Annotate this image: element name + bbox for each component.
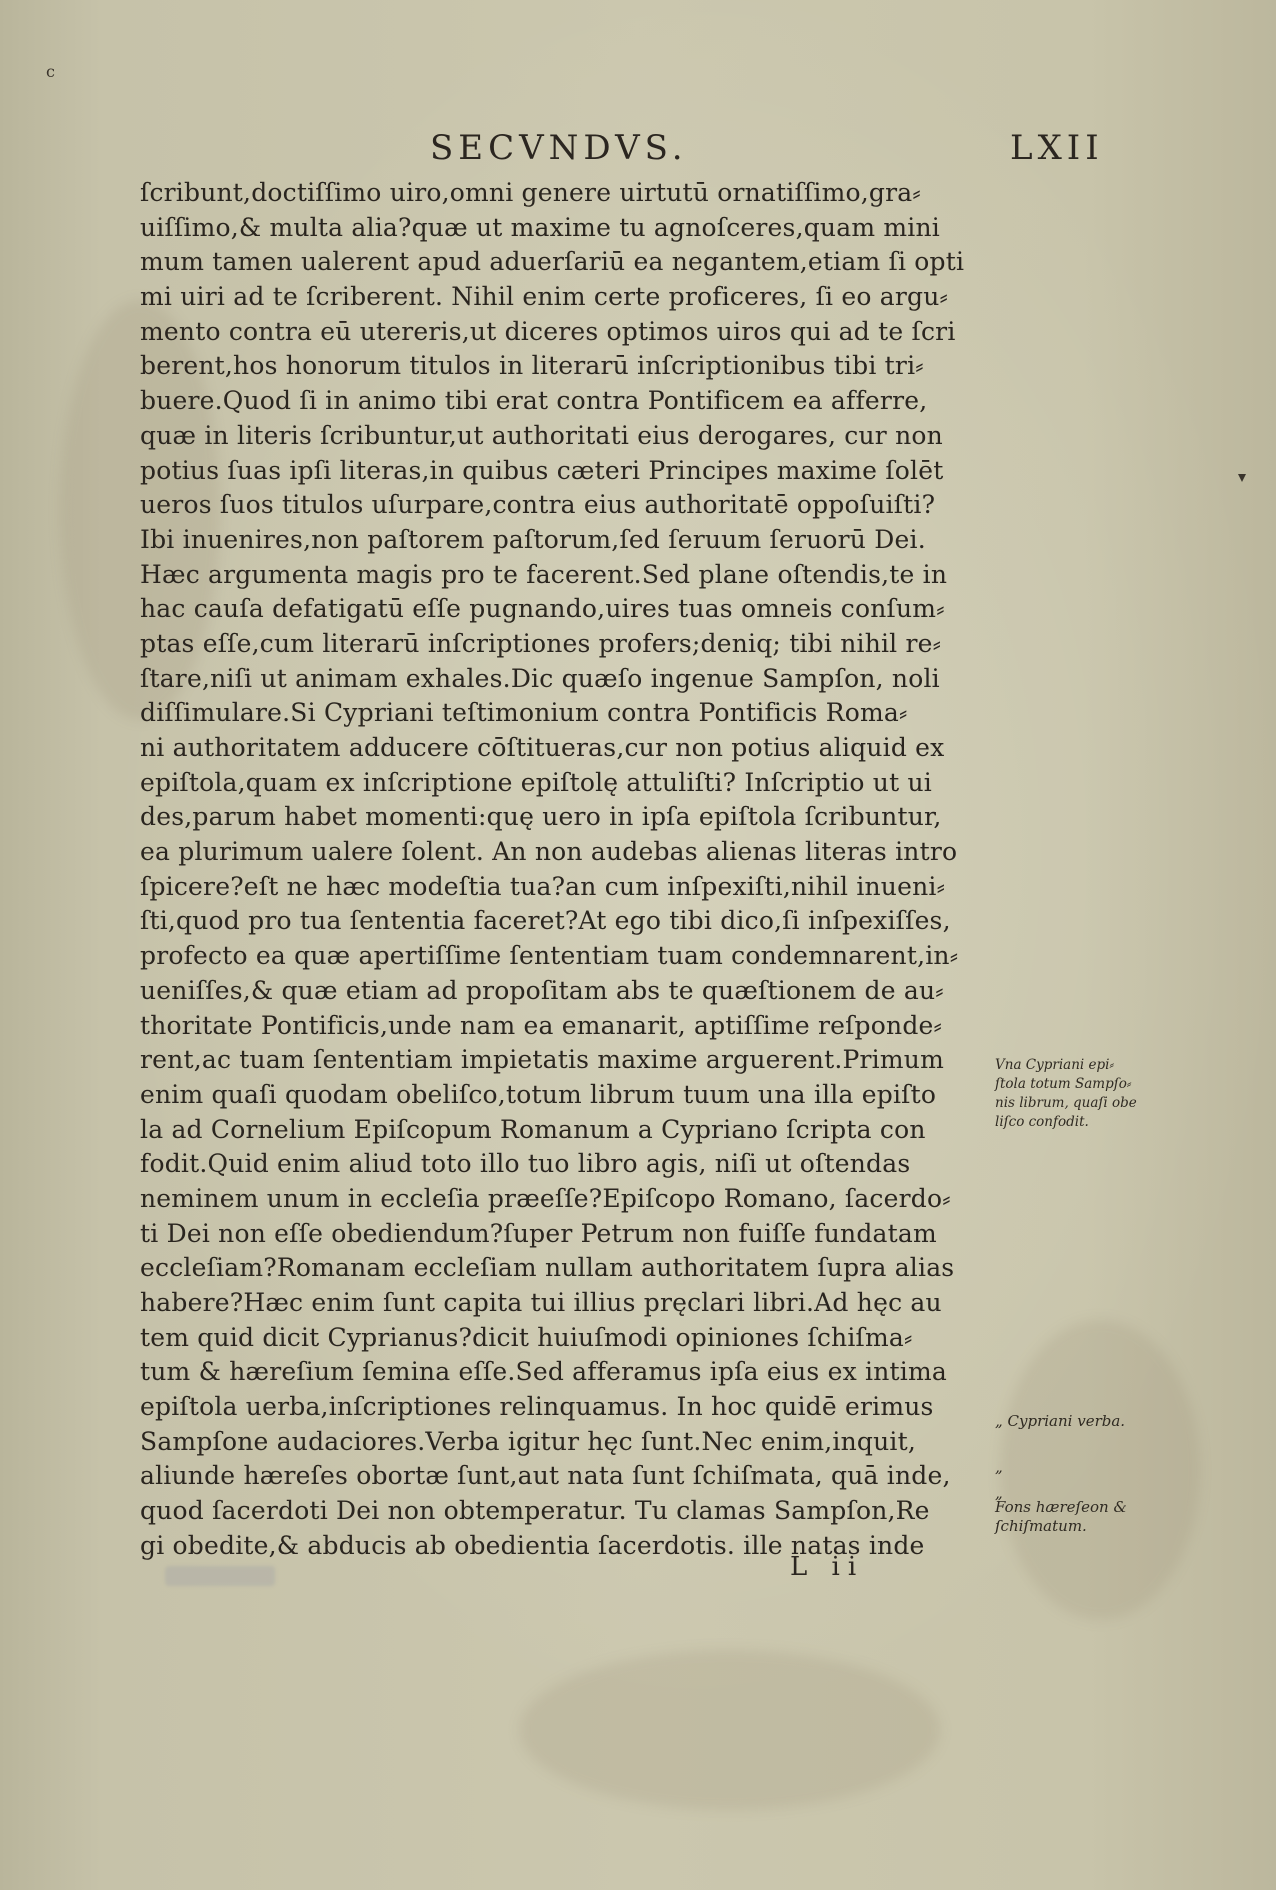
text-line: thoritate Pontificis,unde nam ea emanarit, aptiſſime reſponde⸗: [140, 1010, 943, 1040]
text-line: tum & hæreſium ſemina eſſe.Sed afferamus ipſa eius ex intima: [140, 1357, 947, 1387]
text-line: eccleſiam?Romanam eccleſiam nullam authoritatem ſupra alias: [140, 1253, 955, 1283]
margin-mark: [1238, 474, 1246, 482]
text-line: fodit.Quid enim aliud toto illo tuo libro agis, niſi ut oſtendas: [140, 1149, 911, 1179]
paper-stain: [520, 1650, 940, 1810]
text-line: neminem unum in eccleſia præeſſe?Epiſcopo Romano, ſacerdo⸗: [140, 1183, 951, 1213]
text-line: Ibi inuenires,non paſtorem paſtorum,ſed ſeruum ſeruorū Dei.: [140, 524, 926, 554]
text-line: ea plurimum ualere ſolent. An non audebas alienas literas intro: [140, 837, 958, 867]
text-line: des,parum habet momenti:quę uero in ipſa epiſtola ſcribuntur,: [140, 802, 942, 832]
text-line: mum tamen ualerent apud aduerſariū ea negantem,etiam ſi opti: [140, 247, 965, 277]
text-line: mi uiri ad te ſcriberent. Nihil enim certe proficeres, ſi eo argu⸗: [140, 282, 949, 312]
text-line: Hæc argumenta magis pro te facerent.Sed plane oſtendis,te in: [140, 559, 948, 589]
text-line: enim quaſi quodam obeliſco,totum librum tuum una illa epiſto: [140, 1079, 937, 1109]
paper-stain: [1000, 1320, 1200, 1620]
text-line: la ad Cornelium Epiſcopum Romanum a Cypriano ſcripta con: [140, 1114, 926, 1144]
text-line: mento contra eū utereris,ut diceres optimos uiros qui ad te ſcri: [140, 316, 956, 346]
signature-mark: L ii: [790, 1552, 865, 1582]
marginal-note-cyprian-letter: Vna Cypriani epi⸗ ſtola totum Sampſo⸗ nis librum, quaſi obe liſco confodit.: [995, 1057, 1137, 1130]
marginal-quote-mark: „: [995, 1458, 1003, 1476]
marginal-note-fons-haereseon: „ Fons hæreſeon & ſchiſmatum.: [995, 1484, 1127, 1535]
text-line: profecto ea quæ apertiſſime ſententiam tuam condemnarent,in⸗: [140, 941, 959, 971]
text-line: tem quid dicit Cyprianus?dicit huiuſmodi opiniones ſchiſma⸗: [140, 1322, 913, 1352]
text-line: epiſtola uerba,inſcriptiones relinquamus. In hoc quidē erimus: [140, 1392, 934, 1422]
text-line: gi obedite,& abducis ab obedientia ſacerdotis. ille natas inde: [140, 1530, 925, 1560]
text-line: buere.Quod ſi in animo tibi erat contra Pontificem ea afferre,: [140, 386, 928, 416]
text-line: quod ſacerdoti Dei non obtemperatur. Tu clamas Sampſon,Re: [140, 1496, 930, 1526]
text-line: ſti,quod pro tua ſententia faceret?At ego tibi dico,ſi inſpexiſſes,: [140, 906, 951, 936]
text-line: ti Dei non eſſe obediendum?ſuper Petrum non fuiſſe fundatam: [140, 1218, 937, 1248]
text-line: uiſſimo,& multa alia?quæ ut maxime tu agnoſceres,quam mini: [140, 212, 940, 242]
text-line: ptas eſſe,cum literarū inſcriptiones profers;deniq; tibi nihil re⸗: [140, 628, 942, 658]
text-line: ſcribunt,doctiſſimo uiro,omni genere uirtutū ornatiſſimo,gra⸗: [140, 178, 921, 207]
text-line: ueros ſuos titulos uſurpare,contra eius authoritatē oppoſuiſti?: [140, 490, 936, 520]
text-line: quæ in literis ſcribuntur,ut authoritati eius derogares, cur non: [140, 420, 943, 450]
text-line: ueniſſes,& quæ etiam ad propoſitam abs te quæſtionem de au⸗: [140, 975, 944, 1005]
body-text: [140, 176, 980, 1564]
text-line: potius ſuas ipſi literas,in quibus cæteri Principes maxime ſolēt: [140, 455, 944, 485]
marginal-note-cyprian-words: „ Cypriani verba.: [995, 1412, 1126, 1430]
text-line: rent,ac tuam ſententiam impietatis maxime arguerent.Primum: [140, 1045, 944, 1075]
text-line: Sampſone audaciores.Verba igitur hęc ſunt.Nec enim,inquit,: [140, 1426, 917, 1456]
corner-mark: c: [46, 62, 55, 81]
text-line: habere?Hæc enim ſunt capita tui illius pręclari libri.Ad hęc au: [140, 1288, 942, 1317]
text-line: ſpicere?eſt ne hæc modeſtia tua?an cum inſpexiſti,nihil inueni⸗: [140, 871, 946, 901]
text-line: hac cauſa defatigatū eſſe pugnando,uires tuas omneis conſum⸗: [140, 594, 945, 624]
text-line: aliunde hæreſes obortæ ſunt,aut nata ſunt ſchiſmata, quā inde,: [140, 1461, 951, 1491]
text-line: epiſtola,quam ex inſcriptione epiſtolę attuliſti? Inſcriptio ut ui: [140, 767, 932, 797]
text-line: ni authoritatem adducere cōſtitueras,cur non potius aliquid ex: [140, 733, 945, 762]
faded-stamp: [165, 1566, 275, 1586]
folio-number: LXII: [1010, 128, 1104, 168]
text-line: berent,hos honorum titulos in literarū inſcriptionibus tibi tri⸗: [140, 351, 924, 381]
text-line: diſſimulare.Si Cypriani teſtimonium contra Pontificis Roma⸗: [140, 698, 908, 728]
running-head: SECVNDVS.: [430, 128, 688, 168]
text-line: ſtare,niſi ut animam exhales.Dic quæſo ingenue Sampſon, noli: [140, 663, 940, 693]
